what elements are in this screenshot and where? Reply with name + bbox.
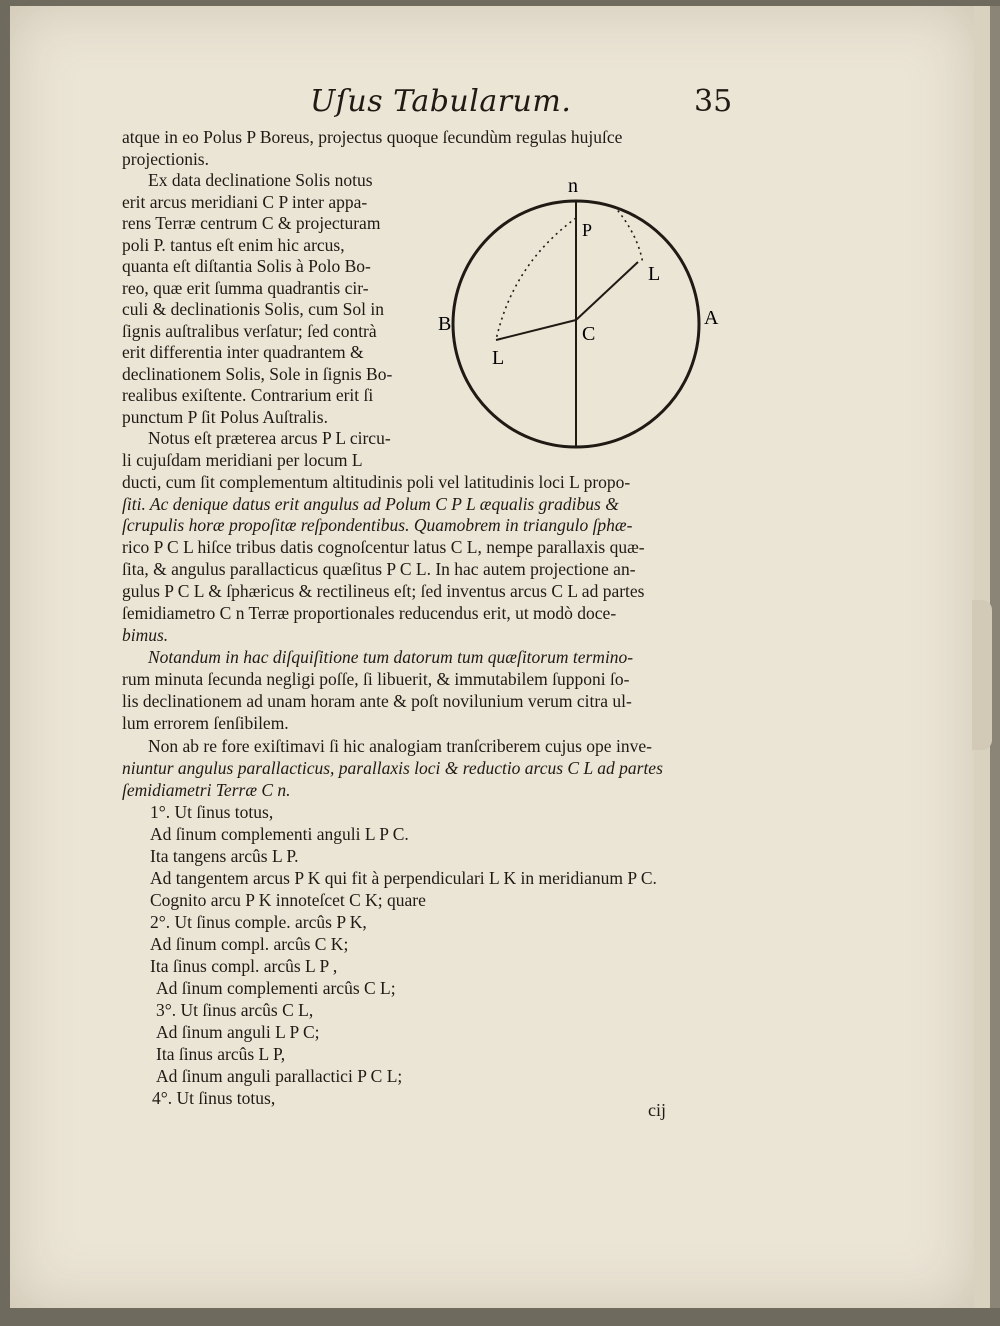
label-P: P (582, 220, 593, 240)
text-line: rico P C L hiſce tribus datis cognoſcentur latus C L, nempe parallaxis quæ- (122, 537, 645, 557)
text-line: Notandum in hac diſquiſitione tum datorum tum quæſitorum termino- (148, 647, 634, 667)
analogy-line: 4°. Ut ſinus totus, (152, 1088, 276, 1108)
line-CL-right (576, 262, 638, 320)
text-line: li cujuſdam meridiani per locum L (122, 450, 363, 470)
analogy-line: Ad ſinum complementi arcûs C L; (156, 978, 396, 998)
dotted-arc-right (614, 206, 643, 264)
page-header (10, 84, 974, 124)
text-line: ſignis auſtralibus verſatur; ſed contrà (122, 321, 377, 341)
text-line: Ex data declinatione Solis notus (148, 170, 373, 190)
text-line: erit arcus meridiani C P inter appa- (122, 192, 368, 212)
book-page (10, 6, 974, 1308)
text-line: ſcrupulis horæ propoſitæ reſpondentibus. Quamobrem in triangulo ſphæ- (122, 515, 633, 535)
dotted-arc-left (496, 218, 576, 340)
text-line: lum errorem ſenſibilem. (122, 713, 289, 733)
text-line: ſemidiametri Terræ C n. (122, 780, 291, 800)
analogy-line: Ad ſinum complementi anguli L P C. (150, 824, 409, 844)
text-line: projectionis. (122, 149, 209, 169)
label-n: n (568, 175, 578, 197)
projection-diagram (438, 174, 738, 464)
analogy-line: Ad ſinum anguli parallactici P C L; (156, 1066, 403, 1086)
analogy-line: 2°. Ut ſinus comple. arcûs P K, (150, 912, 367, 932)
line-CL-left (496, 320, 576, 340)
text-line: ducti, cum ſit complementum altitudinis poli vel latitudinis loci L propo- (122, 472, 631, 492)
text-line: erit differentia inter quadrantem & (122, 342, 364, 362)
text-line: quanta eſt diſtantia Solis à Polo Bo- (122, 256, 371, 276)
text-line: gulus P C L & ſphæricus & rectilineus eſt; ſed inventus arcus C L ad partes (122, 581, 645, 601)
page-number: 35 (694, 84, 733, 119)
label-L-right: L (648, 263, 661, 285)
text-line: atque in eo Polus P Boreus, projectus quoque ſecundùm regulas hujuſce (122, 127, 623, 147)
page-tab (972, 600, 992, 750)
analogy-line: 1°. Ut ſinus totus, (150, 802, 274, 822)
text-line: ſita, & angulus parallacticus quæſitus P C L. In hac autem projectione an- (122, 559, 636, 579)
label-C: C (582, 323, 596, 345)
text-line: ſemidiametro C n Terræ proportionales reducendus erit, ut modò doce- (122, 603, 617, 623)
text-line: reo, quæ erit ſumma quadrantis cir- (122, 278, 369, 298)
text-line: culi & declinationis Solis, cum Sol in (122, 299, 385, 319)
text-line: bimus. (122, 625, 169, 645)
analogy-line: Ita ſinus arcûs L P, (156, 1044, 286, 1064)
analogy-line: Cognito arcu P K innoteſcet C K; quare (150, 890, 426, 910)
text-line: rens Terræ centrum C & projecturam (122, 213, 381, 233)
text-line: Non ab re fore exiſtimavi ſi hic analogiam tranſcriberem cujus ope inve- (148, 736, 652, 756)
running-title: Uſus Tabularum. (310, 84, 572, 119)
label-L-left: L (492, 347, 505, 369)
label-B: B (438, 313, 452, 335)
label-A: A (704, 307, 719, 329)
text-line: poli P. tantus eſt enim hic arcus, (122, 235, 345, 255)
text-line: niuntur angulus parallacticus, parallaxis loci & reductio arcus C L ad partes (122, 758, 663, 778)
text-line: ſiti. Ac denique datus erit angulus ad Polum C P L æqualis gradibus & (122, 494, 619, 514)
analogy-line: 3°. Ut ſinus arcûs C L, (156, 1000, 314, 1020)
text-line: rum minuta ſecunda negligi poſſe, ſi libuerit, & immutabilem ſupponi ſo- (122, 669, 630, 689)
text-line: punctum P ſit Polus Auſtralis. (122, 407, 328, 427)
analogy-line: Ita tangens arcûs L P. (150, 846, 299, 866)
text-line: realibus exiſtente. Contrarium erit ſi (122, 385, 374, 405)
analogy-line: Ad ſinum compl. arcûs C K; (150, 934, 349, 954)
analogy-line: Ad tangentem arcus P K qui fit à perpendiculari L K in meridianum P C. (150, 868, 657, 888)
analogy-line: Ad ſinum anguli L P C; (156, 1022, 320, 1042)
analogy-line: Ita ſinus compl. arcûs L P , (150, 956, 338, 976)
text-line: declinationem Solis, Sole in ſignis Bo- (122, 364, 393, 384)
text-line: Notus eſt præterea arcus P L circu- (148, 428, 391, 448)
text-line: lis declinationem ad unam horam ante & poſt novilunium verum citra ul- (122, 691, 632, 711)
signature-mark: cij (648, 1100, 666, 1120)
